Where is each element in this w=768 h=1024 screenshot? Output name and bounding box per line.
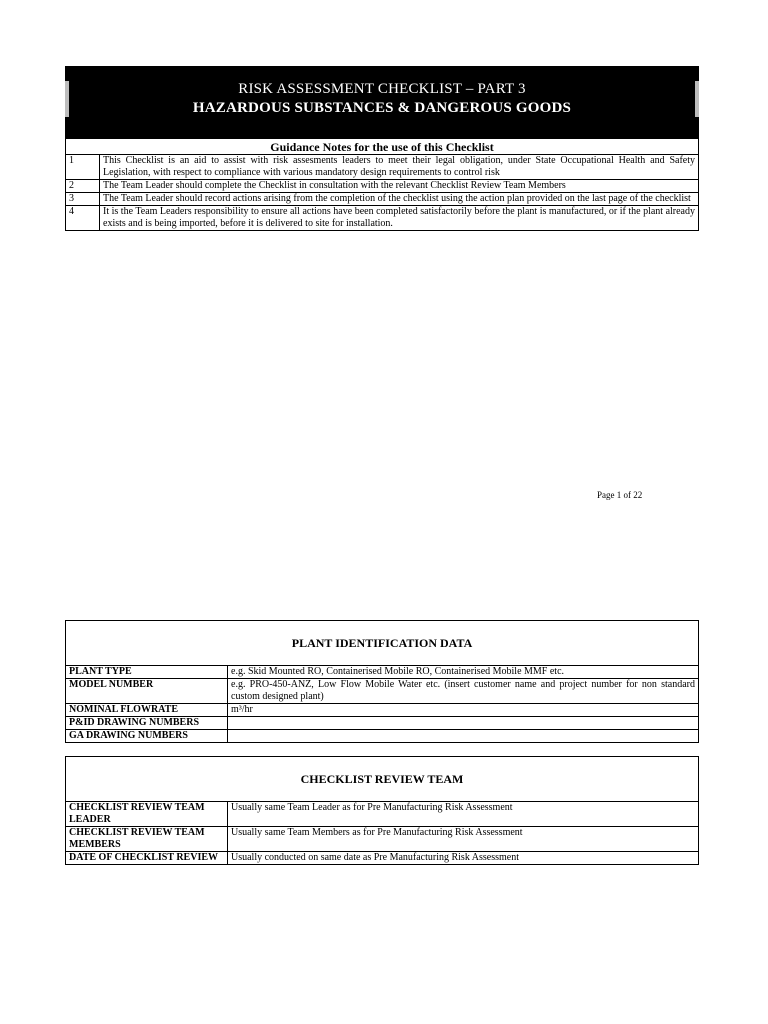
plant-row — [66, 679, 699, 704]
plant-row — [66, 730, 699, 743]
document-title: RISK ASSESSMENT CHECKLIST – PART 3 — [238, 81, 526, 97]
team-members-label: CHECKLIST REVIEW TEAM MEMBERS — [66, 827, 228, 852]
team-row — [66, 827, 699, 852]
guidance-number: 1 — [66, 155, 100, 180]
team-row — [66, 802, 699, 827]
plant-identification-table — [65, 620, 699, 743]
guidance-title-row — [66, 139, 699, 155]
team-members-value[interactable]: Usually same Team Members as for Pre Manufacturing Risk Assessment — [228, 827, 699, 852]
guidance-number: 3 — [66, 193, 100, 206]
document-header — [65, 66, 699, 138]
guidance-number: 4 — [66, 206, 100, 231]
guidance-text: This Checklist is an aid to assist with risk assesments leaders to meet their legal obligation, under State Occupational Health and Safety Legislation, with respect to compliance with various mandatory design requirements to control risk — [100, 155, 699, 180]
plant-row — [66, 717, 699, 730]
plant-row — [66, 704, 699, 717]
team-row — [66, 852, 699, 865]
guidance-row — [66, 155, 699, 180]
review-date-value[interactable]: Usually conducted on same date as Pre Manufacturing Risk Assessment — [228, 852, 699, 865]
pid-drawing-numbers-label: P&ID DRAWING NUMBERS — [66, 717, 228, 730]
guidance-title: Guidance Notes for the use of this Checklist — [66, 139, 699, 155]
team-leader-label: CHECKLIST REVIEW TEAM LEADER — [66, 802, 228, 827]
nominal-flowrate-label: NOMINAL FLOWRATE — [66, 704, 228, 717]
nominal-flowrate-value[interactable]: m³/hr — [228, 704, 699, 717]
plant-title-row — [66, 621, 699, 666]
guidance-text: It is the Team Leaders responsibility to ensure all actions have been completed satisfactorily before the plant is manufactured, or if the plant already exists and is being imported, before it is delivered to site for installation. — [100, 206, 699, 231]
pid-drawing-numbers-value[interactable] — [228, 717, 699, 730]
team-leader-value[interactable]: Usually same Team Leader as for Pre Manufacturing Risk Assessment — [228, 802, 699, 827]
plant-type-value[interactable]: e.g. Skid Mounted RO, Containerised Mobile RO, Containerised Mobile MMF etc. — [228, 666, 699, 679]
guidance-number: 2 — [66, 180, 100, 193]
ga-drawing-numbers-value[interactable] — [228, 730, 699, 743]
review-team-table — [65, 756, 699, 865]
plant-type-label: PLANT TYPE — [66, 666, 228, 679]
guidance-text: The Team Leader should complete the Checklist in consultation with the relevant Checklist Review Team Members — [100, 180, 699, 193]
guidance-text: The Team Leader should record actions arising from the completion of the checklist using the action plan provided on the last page of the checklist — [100, 193, 699, 206]
model-number-label: MODEL NUMBER — [66, 679, 228, 704]
guidance-notes-table — [65, 138, 699, 231]
review-team-title: CHECKLIST REVIEW TEAM — [66, 757, 699, 802]
page-number: Page 1 of 22 — [597, 490, 643, 500]
ga-drawing-numbers-label: GA DRAWING NUMBERS — [66, 730, 228, 743]
guidance-row — [66, 206, 699, 231]
document-subtitle: HAZARDOUS SUBSTANCES & DANGEROUS GOODS — [192, 100, 572, 116]
plant-identification-title: PLANT IDENTIFICATION DATA — [66, 621, 699, 666]
review-date-label: DATE OF CHECKLIST REVIEW — [66, 852, 228, 865]
team-title-row — [66, 757, 699, 802]
guidance-row — [66, 193, 699, 206]
plant-row — [66, 666, 699, 679]
guidance-row — [66, 180, 699, 193]
model-number-value[interactable]: e.g. PRO-450-ANZ, Low Flow Mobile Water etc. (insert customer name and project number for non standard custom designed plant) — [228, 679, 699, 704]
